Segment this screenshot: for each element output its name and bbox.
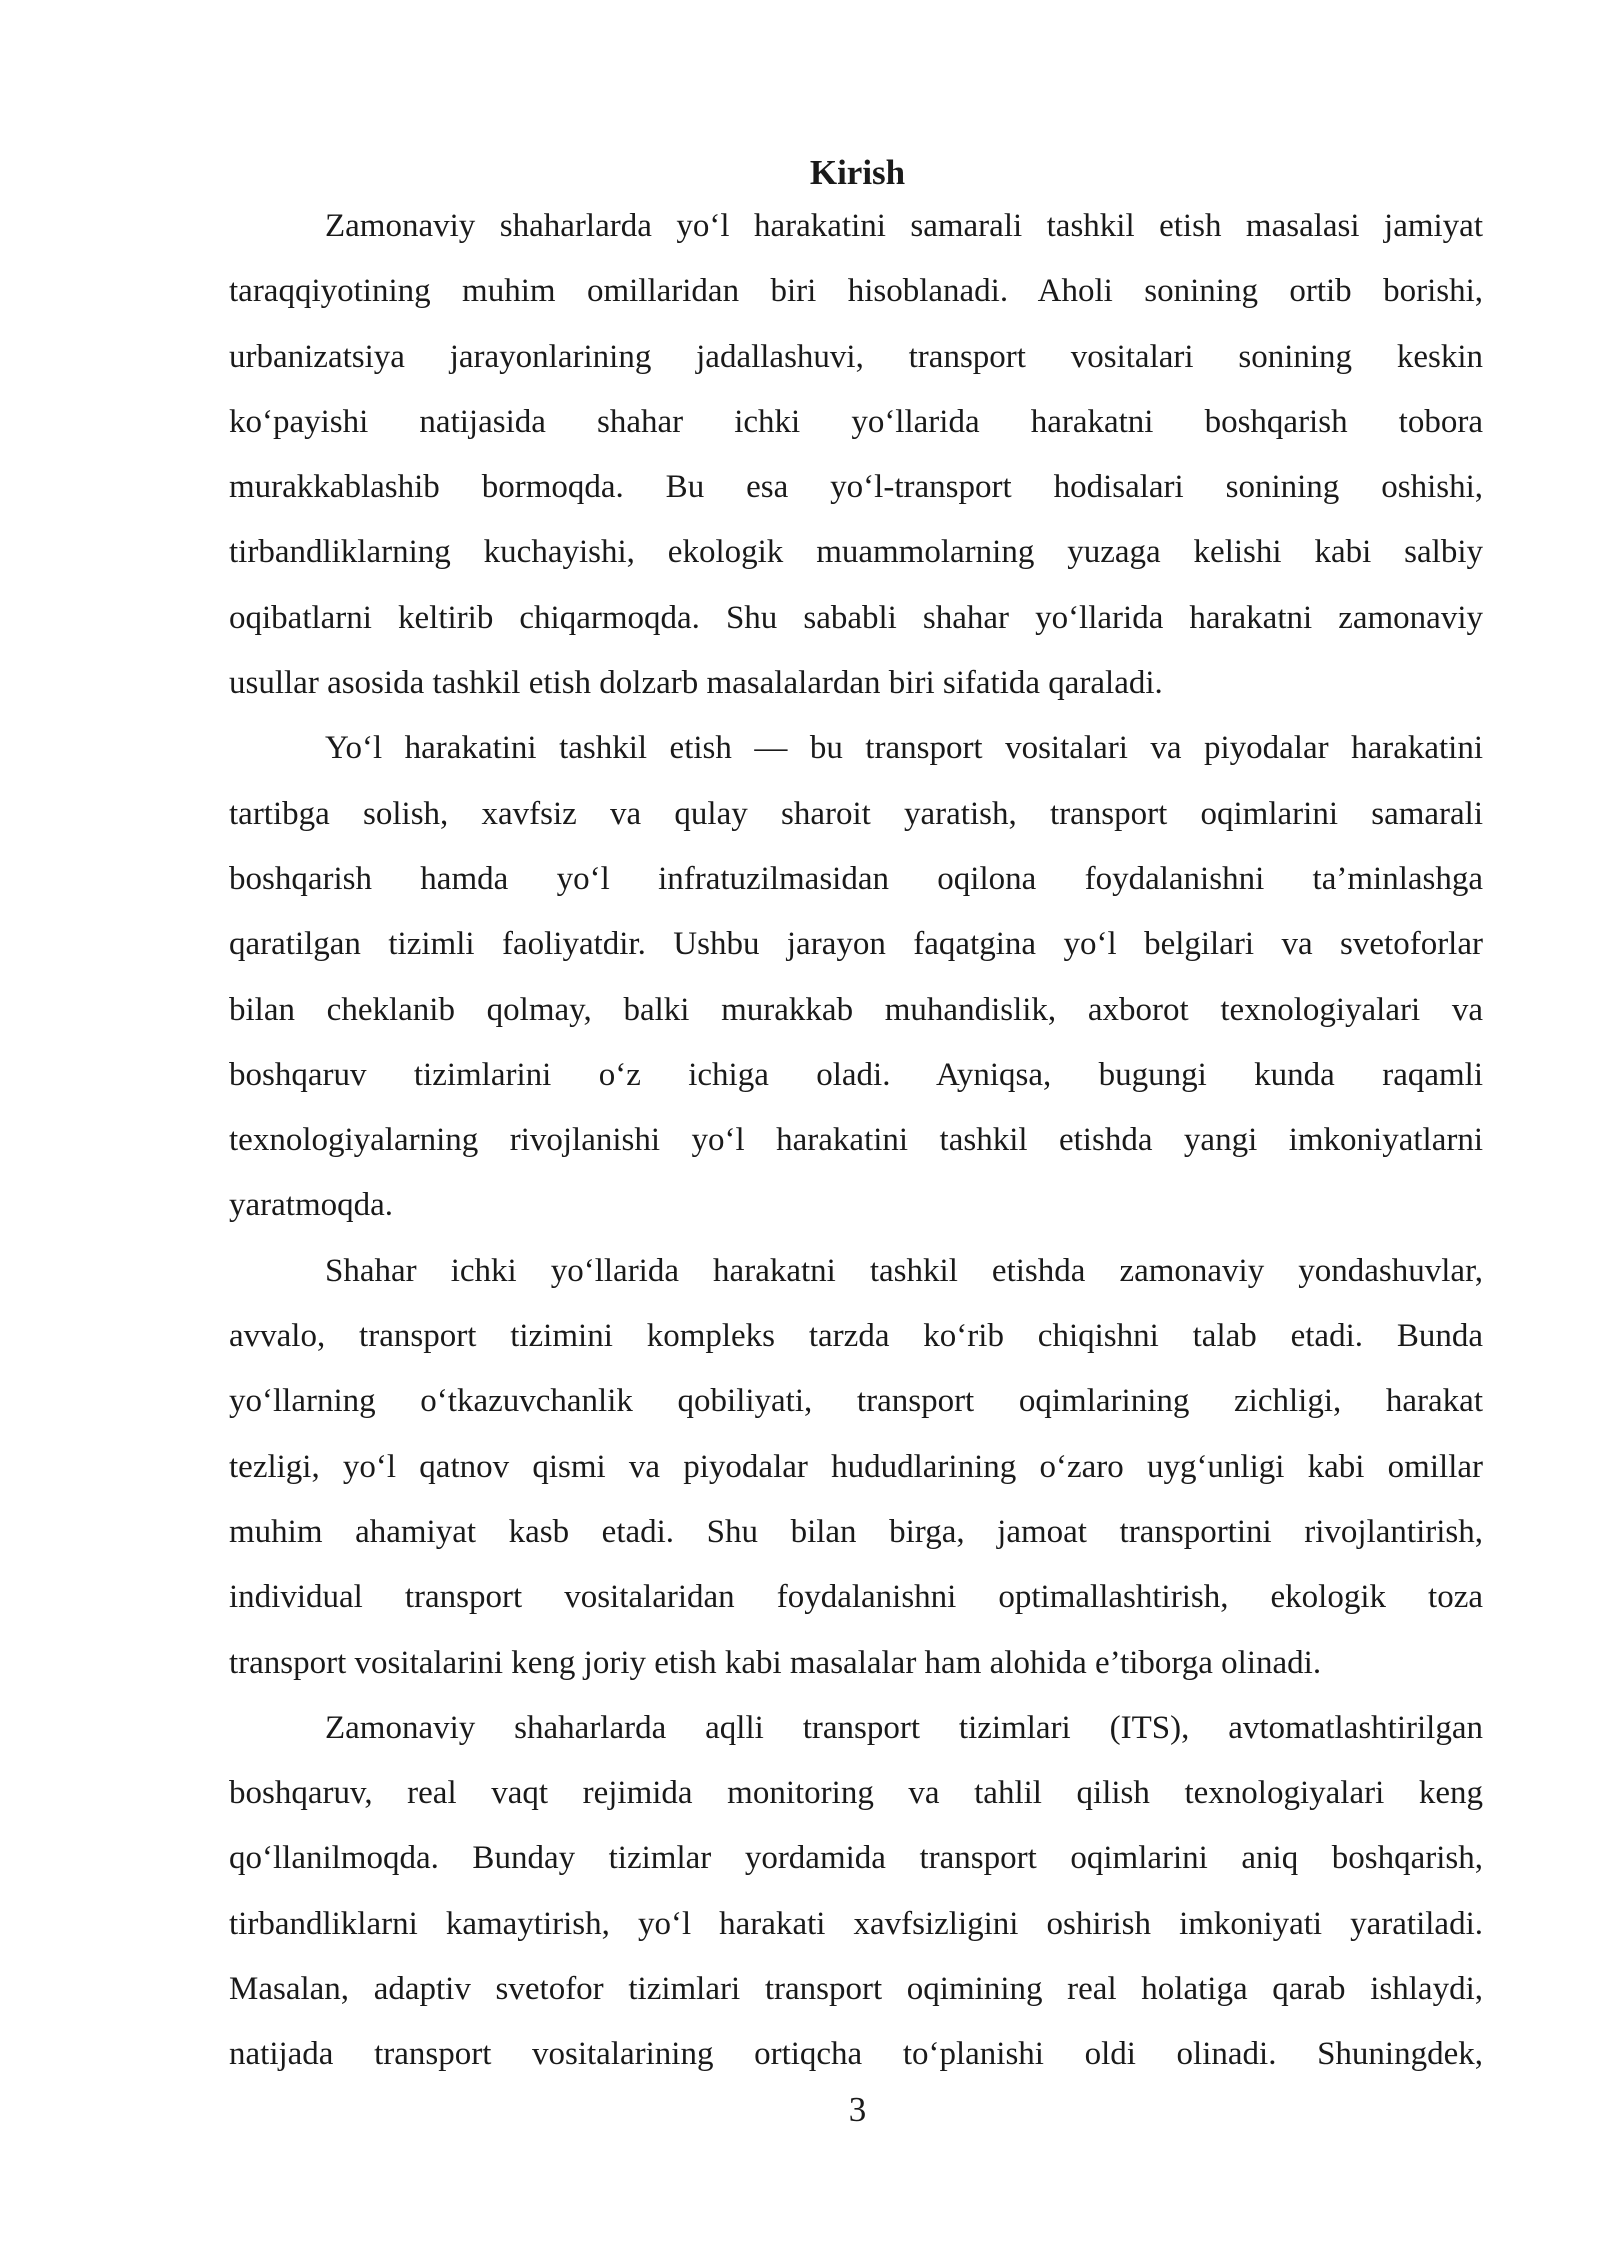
text-line: bilan cheklanib qolmay, balki murakkab muhandislik, axborot texnologiyalari va bbox=[229, 991, 1483, 1028]
text-line: urbanizatsiya jarayonlarining jadallashuvi, transport vositalari sonining keskin bbox=[229, 338, 1483, 375]
page-number: 3 bbox=[848, 2090, 867, 2129]
text-line: oqibatlarni keltirib chiqarmoqda. Shu sababli shahar yo‘llarida harakatni zamonaviy bbox=[229, 599, 1483, 636]
text-line: tirbandliklarni kamaytirish, yo‘l harakati xavfsizligini oshirish imkoniyati yaratiladi. bbox=[229, 1905, 1483, 1942]
text-line: boshqarish hamda yo‘l infratuzilmasidan oqilona foydalanishni ta’minlashga bbox=[229, 860, 1483, 897]
text-line: tirbandliklarning kuchayishi, ekologik muammolarning yuzaga kelishi kabi salbiy bbox=[229, 534, 1483, 571]
text-line: individual transport vositalaridan foydalanishni optimallashtirish, ekologik toza bbox=[229, 1579, 1483, 1616]
text-line: yo‘llarning o‘tkazuvchanlik qobiliyati, transport oqimlarining zichligi, harakat bbox=[229, 1383, 1483, 1420]
text-line: usullar asosida tashkil etish dolzarb masalalardan biri sifatida qaraladi. bbox=[229, 665, 1163, 702]
text-line: avvalo, transport tizimini kompleks tarzda ko‘rib chiqishni talab etadi. Bunda bbox=[229, 1318, 1483, 1355]
text-line: qo‘llanilmoqda. Bunday tizimlar yordamida transport oqimlarini aniq boshqarish, bbox=[229, 1840, 1483, 1877]
text-line: transport vositalarini keng joriy etish kabi masalalar ham alohida e’tiborga olinadi. bbox=[229, 1644, 1322, 1681]
text-line: Shahar ichki yo‘llarida harakatni tashkil etishda zamonaviy yondashuvlar, bbox=[325, 1252, 1483, 1289]
page-heading: Kirish bbox=[809, 153, 906, 192]
text-line: natijada transport vositalarining ortiqcha to‘planishi oldi olinadi. Shuningdek, bbox=[229, 2036, 1483, 2073]
text-line: muhim ahamiyat kasb etadi. Shu bilan birga, jamoat transportini rivojlantirish, bbox=[229, 1513, 1483, 1550]
text-line: qaratilgan tizimli faoliyatdir. Ushbu jarayon faqatgina yo‘l belgilari va svetoforlar bbox=[229, 926, 1483, 963]
body-text bbox=[229, 194, 1483, 2088]
text-line: Masalan, adaptiv svetofor tizimlari transport oqimining real holatiga qarab ishlaydi, bbox=[229, 1971, 1483, 2008]
text-line: Yo‘l harakatini tashkil etish — bu transport vositalari va piyodalar harakatini bbox=[325, 730, 1483, 767]
paragraph bbox=[229, 716, 1483, 1238]
paragraph bbox=[229, 194, 1483, 716]
text-line: yaratmoqda. bbox=[229, 1187, 394, 1224]
text-line: tartibga solish, xavfsiz va qulay sharoit yaratish, transport oqimlarini samarali bbox=[229, 795, 1483, 832]
text-line: ko‘payishi natijasida shahar ichki yo‘llarida harakatni boshqarish tobora bbox=[229, 403, 1483, 440]
paragraph bbox=[229, 1696, 1483, 2088]
text-line: Zamonaviy shaharlarda aqlli transport tizimlari (ITS), avtomatlashtirilgan bbox=[325, 1709, 1483, 1746]
text-line: tezligi, yo‘l qatnov qismi va piyodalar hududlarining o‘zaro uyg‘unligi kabi omillar bbox=[229, 1448, 1483, 1485]
text-line: murakkablashib bormoqda. Bu esa yo‘l-transport hodisalari sonining oshishi, bbox=[229, 469, 1483, 506]
paragraph bbox=[229, 1239, 1483, 1696]
text-line: boshqaruv tizimlarini o‘z ichiga oladi. Ayniqsa, bugungi kunda raqamli bbox=[229, 1056, 1483, 1093]
text-line: Zamonaviy shaharlarda yo‘l harakatini samarali tashkil etish masalasi jamiyat bbox=[325, 208, 1483, 244]
text-line: taraqqiyotining muhim omillaridan biri hisoblanadi. Aholi sonining ortib borishi, bbox=[229, 273, 1483, 310]
text-line: boshqaruv, real vaqt rejimida monitoring va tahlil qilish texnologiyalari keng bbox=[229, 1775, 1483, 1812]
text-line: texnologiyalarning rivojlanishi yo‘l harakatini tashkil etishda yangi imkoniyatlarni bbox=[229, 1122, 1483, 1159]
